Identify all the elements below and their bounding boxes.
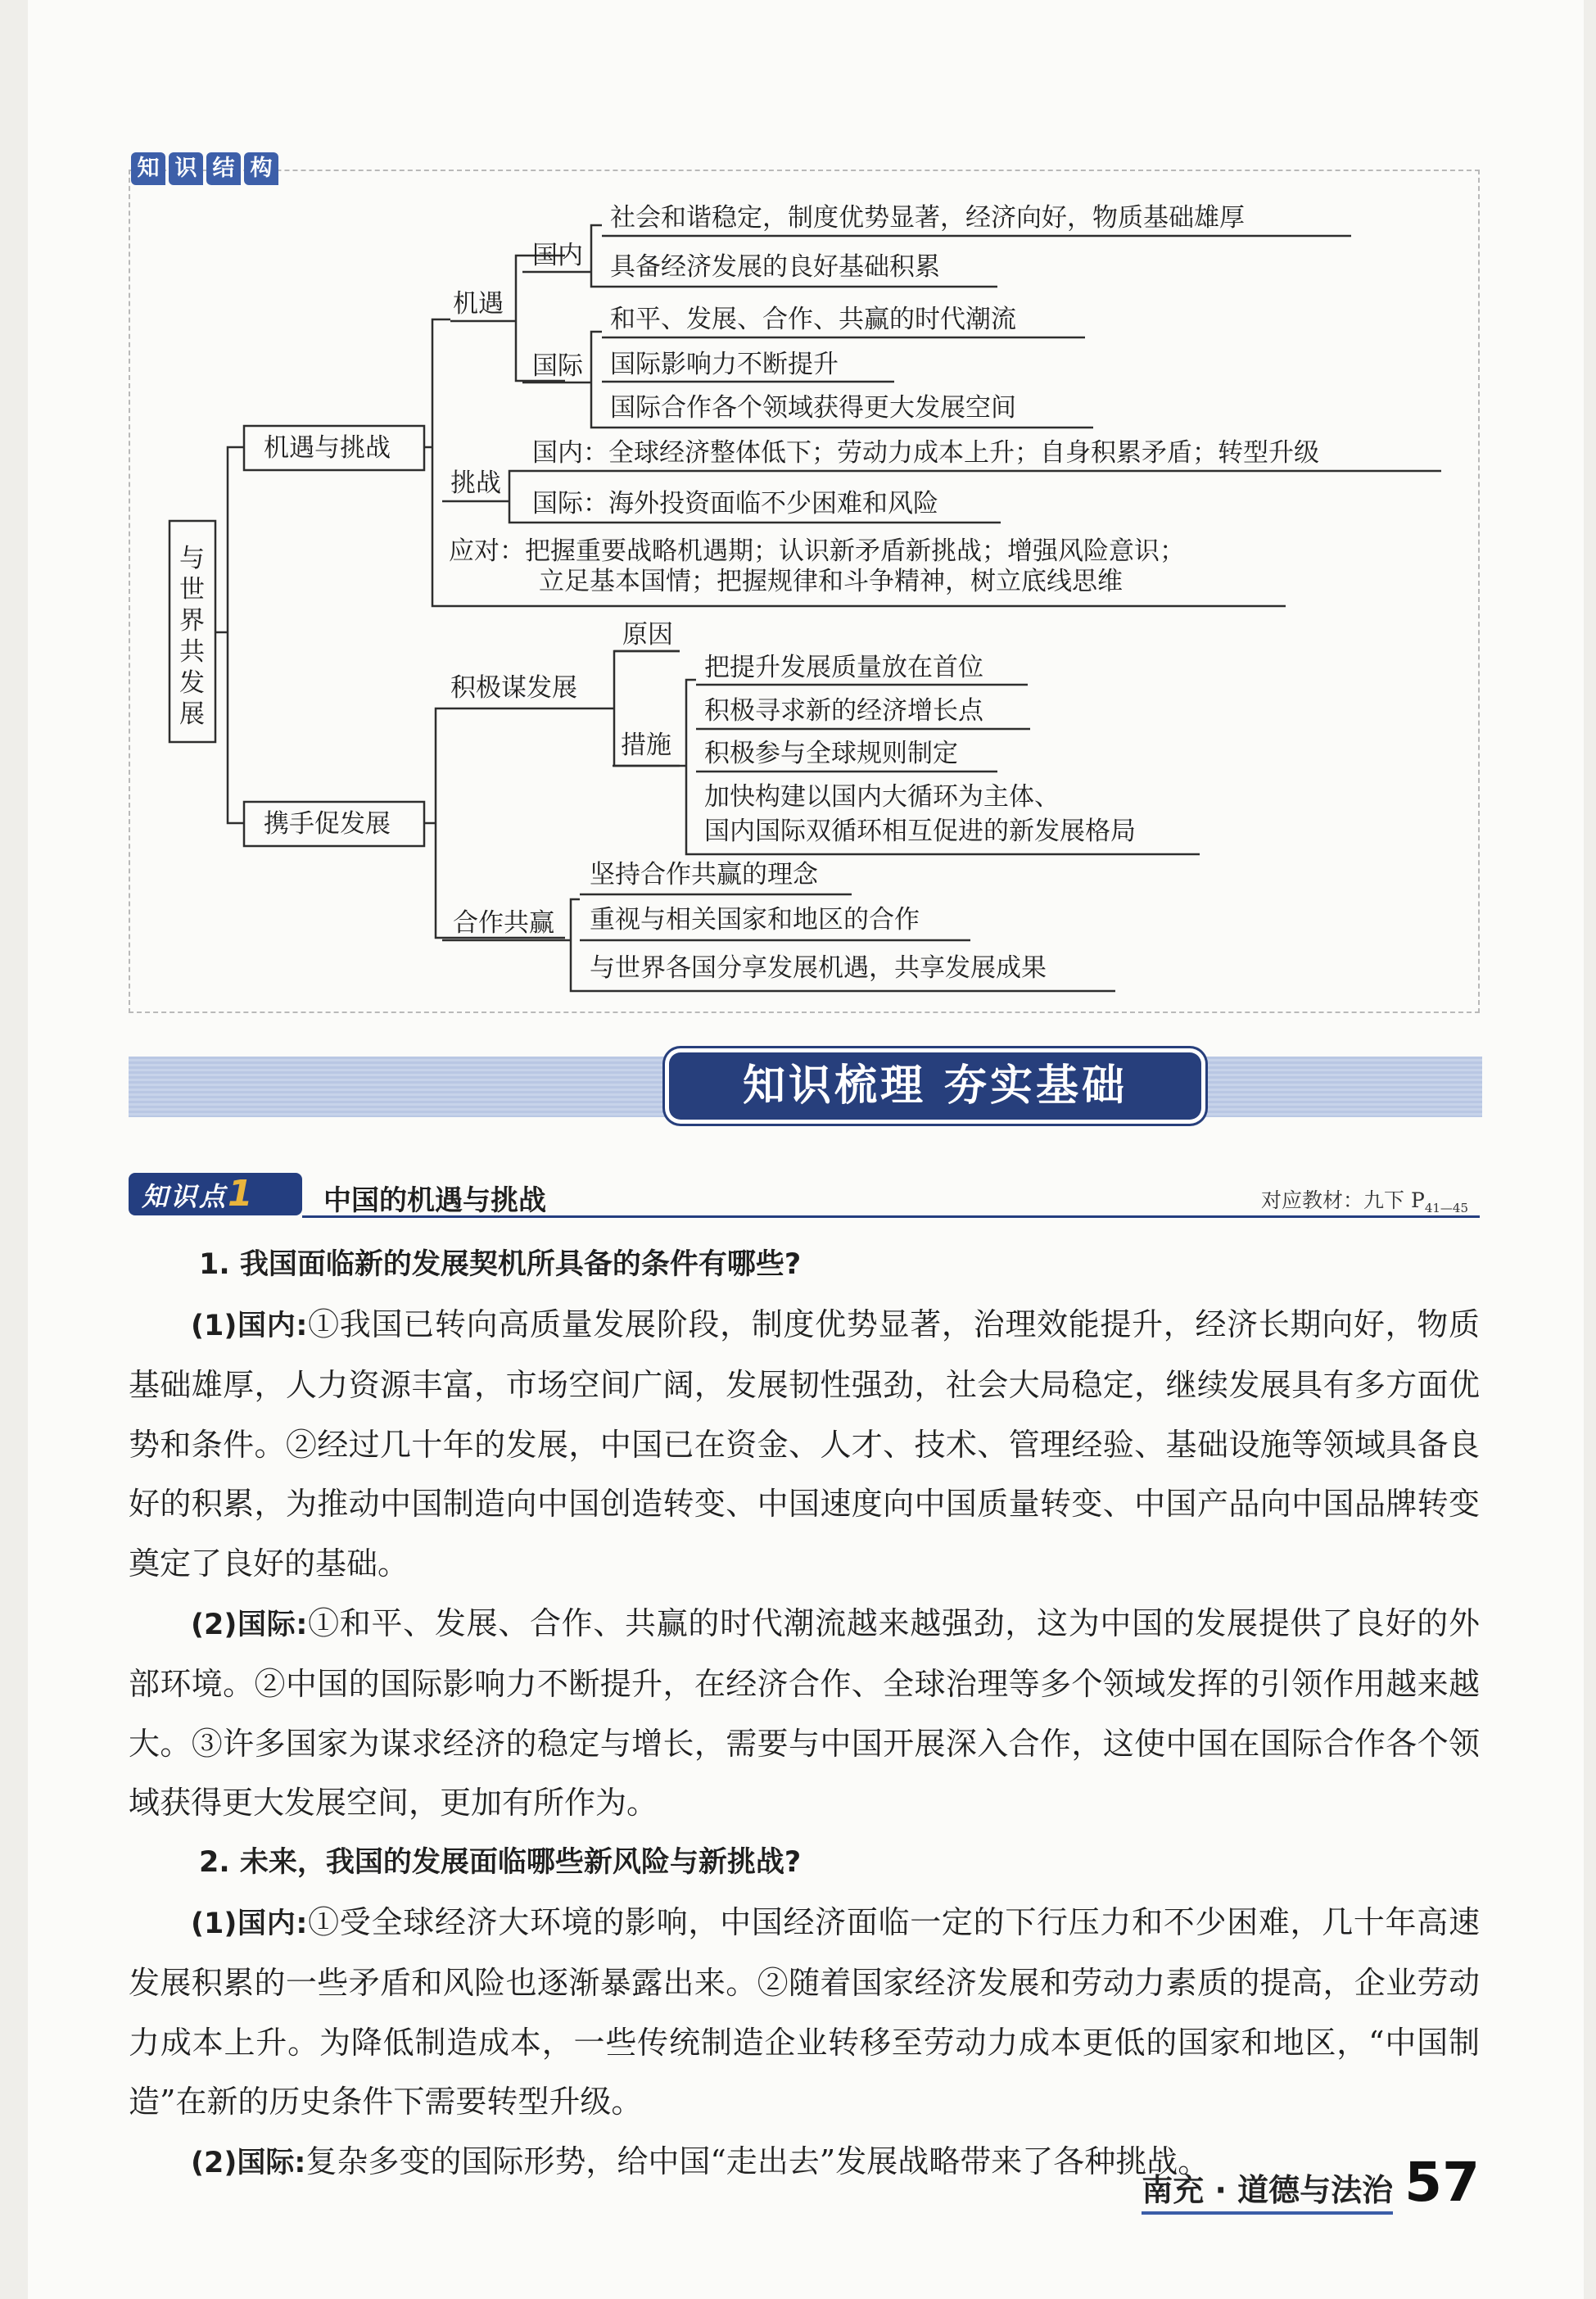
paragraph-label: (1)国内: [191, 1309, 308, 1342]
ref-prefix: 对应教材：九下 P [1261, 1188, 1425, 1212]
textbook-reference [1261, 1184, 1468, 1215]
paragraph [129, 1893, 1480, 2132]
active-label: 积极谋发展 [450, 673, 577, 703]
measure-item: 把提升发展质量放在首位 [704, 653, 983, 682]
knowledge-point-title: 中国的机遇与挑战 [323, 1184, 546, 1217]
banner-title: 知识梳理 夯实基础 [669, 1052, 1201, 1120]
branch-label: 携手促发展 [264, 809, 391, 839]
paragraph-label: (2)国际: [191, 1608, 308, 1641]
paragraph-text: ①我国已转向高质量发展阶段，制度优势显著，治理效能提升，经济长期向好，物质基础雄厚，人力资源丰富，市场空间广阔，发展韧性强劲，社会大局稳定，继续发展具有多方面优势和条件。②经过几十年的发展，中国已在资金、人才、技术、管理经验、基础设施等领域具备良好的积累，为推动中国制造向中国创造转变、中国速度向中国质量转变、中国产品向中国品牌转变奠定了良好的基础。 [129, 1306, 1480, 1582]
connector [591, 225, 602, 287]
mind-map [0, 0, 1596, 1032]
paragraph [129, 1594, 1480, 1833]
paragraph-label: (1)国内: [191, 1907, 308, 1940]
paragraph-text: ①受全球经济大环境的影响，中国经济面临一定的下行压力和不少困难，几十年高速发展积累的一些矛盾和风险也逐渐暴露出来。②随着国家经济发展和劳动力素质的提高，企业劳动力成本上升。为降低制造成本，一些传统制造企业转移至劳动力成本更低的国家和地区，“中国制造”在新的历史条件下需要转型升级。 [129, 1903, 1480, 2120]
root-char: 发 [179, 668, 205, 698]
measures-label: 措施 [621, 731, 671, 760]
intl-label: 国际 [532, 351, 583, 381]
coop-item: 重视与相关国家和地区的合作 [590, 905, 920, 935]
challenge-domestic: 国内：全球经济整体低下；劳动力成本上升；自身积累矛盾；转型升级 [532, 438, 1319, 468]
knowledge-point-header [129, 1173, 1480, 1219]
coop-item: 与世界各国分享发展机遇，共享发展成果 [590, 953, 1047, 983]
opportunity-intl-item: 国际影响力不断提升 [610, 350, 839, 379]
badge-text: 知识点 [142, 1181, 228, 1212]
domestic-label: 国内 [532, 241, 583, 270]
challenge-label: 挑战 [450, 468, 501, 498]
footer-label: 南充 · 道德与法治 [1142, 2165, 1393, 2215]
root-char: 世 [179, 575, 205, 604]
measure-item: 加快构建以国内大循环为主体、 [704, 782, 1060, 812]
reason-label: 原因 [622, 620, 673, 649]
section-banner [129, 1057, 1482, 1117]
opportunity-label: 机遇 [453, 289, 504, 319]
measure-item: 积极参与全球规则制定 [704, 739, 958, 768]
connector [509, 471, 520, 523]
measure-item: 国内国际双循环相互促进的新发展格局 [704, 817, 1136, 846]
header-rule [302, 1215, 1480, 1218]
connector [591, 332, 602, 428]
root-char: 界 [179, 606, 205, 636]
coop-item: 坚持合作共赢的理念 [590, 860, 818, 889]
question-1: 1. 我国面临新的发展契机所具备的条件有哪些? [199, 1248, 802, 1281]
paragraph-text: ①和平、发展、合作、共赢的时代潮流越来越强劲，这为中国的发展提供了良好的外部环境。②中国的国际影响力不断提升，在经济合作、全球治理等多个领域发挥的引领作用越来越大。③许多国家为谋求经济的稳定与增长，需要与中国开展深入合作，这使中国在国际合作各个领域获得更大发展空间，更加有所作为。 [129, 1604, 1480, 1822]
root-char: 展 [179, 699, 205, 729]
paragraph-text: 复杂多变的国际形势，给中国“走出去”发展战略带来了各种挑战。 [305, 2143, 1209, 2179]
root-char: 与 [179, 544, 205, 573]
measure-item: 积极寻求新的经济增长点 [704, 696, 983, 726]
ref-pages: 41—45 [1424, 1201, 1468, 1215]
root-char: 共 [179, 637, 205, 667]
opportunity-intl-item: 国际合作各个领域获得更大发展空间 [610, 393, 1016, 423]
badge-char: 知 [131, 152, 165, 185]
opportunity-domestic-item: 社会和谐稳定，制度优势显著，经济向好，物质基础雄厚 [610, 203, 1245, 233]
badge-char: 结 [206, 152, 241, 185]
response-line: 应对：把握重要战略机遇期；认识新矛盾新挑战；增强风险意识； [449, 536, 1185, 566]
connector [571, 899, 580, 991]
coop-label: 合作共赢 [453, 908, 554, 938]
challenge-intl: 国际：海外投资面临不少困难和风险 [532, 489, 938, 518]
badge-number: 1 [228, 1173, 255, 1215]
paragraph [129, 1295, 1480, 1594]
content [129, 1235, 1480, 2193]
paragraph-label: (2)国际: [191, 2146, 306, 2179]
connector [215, 447, 244, 823]
opportunity-domestic-item: 具备经济发展的良好基础积累 [610, 252, 940, 282]
response-line: 立足基本国情；把握规律和斗争精神，树立底线思维 [539, 567, 1123, 596]
knowledge-point-badge [129, 1173, 302, 1215]
branch-label: 机遇与挑战 [264, 433, 391, 463]
page-footer [1142, 2151, 1480, 2215]
badge-char: 识 [169, 152, 203, 185]
opportunity-intl-item: 和平、发展、合作、共赢的时代潮流 [610, 305, 1016, 334]
connector [424, 708, 614, 938]
connector [686, 680, 696, 854]
question-2: 2. 未来，我国的发展面临哪些新风险与新挑战? [199, 1845, 802, 1879]
page-number: 57 [1404, 2151, 1480, 2214]
badge-char: 构 [244, 152, 278, 185]
